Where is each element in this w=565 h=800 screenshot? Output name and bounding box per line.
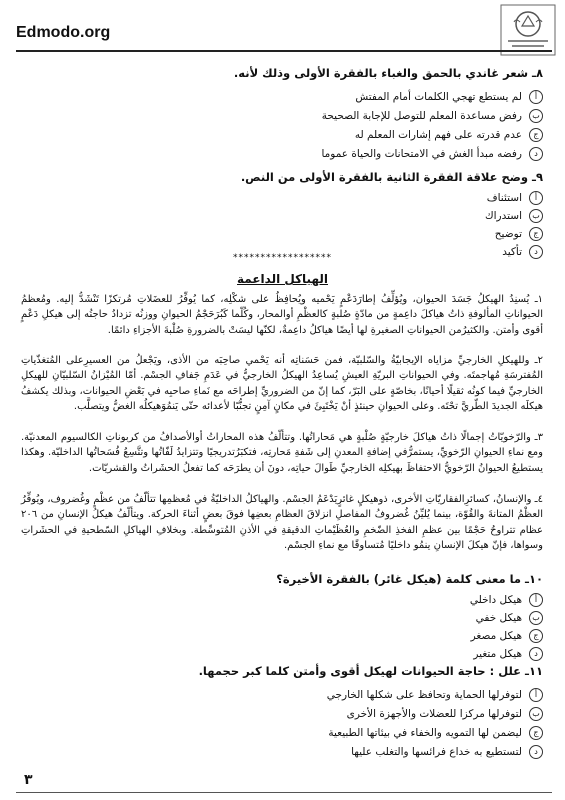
q9-option-c[interactable]	[63, 225, 543, 242]
option-letter-circle: أ	[529, 90, 543, 104]
question-9: ٩ـ وضح علاقة الفقرة الثانية بالفقرة الأولى من النص.	[240, 170, 543, 184]
q8-option-a[interactable]	[63, 88, 543, 105]
option-letter-circle: أ	[529, 191, 543, 205]
option-letter-circle: د	[529, 647, 543, 661]
q8-option-b[interactable]	[63, 107, 543, 124]
q9-option-b[interactable]	[63, 207, 543, 224]
option-letter-circle: ج	[529, 227, 543, 241]
q9-option-a[interactable]	[63, 189, 543, 206]
option-text: لتستطيع به خداع فرائسها والتغلب عليها	[351, 745, 522, 758]
option-text: ليضمن لها التمويه والخفاء في بيئاتها الطبيعية	[328, 726, 522, 739]
q11-option-d[interactable]	[63, 743, 543, 760]
option-text: لم يستطع تهجي الكلمات أمام المفتش	[355, 90, 522, 103]
header-rule	[16, 50, 552, 52]
q11-option-b[interactable]	[63, 705, 543, 722]
question-8: ٨ـ شعر غاندي بالحمق والغباء بالفقرة الأولى وذلك لأنه.	[233, 66, 543, 80]
option-text: هيكل داخلي	[469, 593, 522, 606]
option-letter-circle: ج	[529, 128, 543, 142]
passage-paragraph-4: ٤ـ والإنسانُ، كسائرِالفقاريّاتِ الأخرى، ذوهيكلٍ غائرٍيَدْعَمُ الجسْم. والهياكلُ الداخليّةُ في مُعظمِها تتألّفُ من عظْمٍ وغُضروف، ويُوفِّرُ العظْمُ المتانةَ والقُوّة، بينما يُليِّنُ غُضروفُ المفاصلِ انزلاقَ العظامِ بعضِها فوقَ بعضٍ أثناءَ الحركة. ويتألّفُ هيكلُ الإنسانِ من ٢٠٦ عظام تتراوحُ حَجْمًا بين عظمِ الفخذِ الضّخمِ والعُظَيْماتِ الدقيقةِ في الأذنِ المُتوسِّطة. وبخلافِ الهياكلِ السّطحيةِ في الحشَراتِ وسواها، فإنّ هيكلَ الإنسانِ ينمُو داخليًا مُتساوقًا مع نماءِ الجسْم.	[21, 494, 543, 552]
q10-option-c[interactable]	[63, 627, 543, 644]
option-text: عدم قدرته على فهم إشارات المعلم له	[354, 128, 522, 141]
option-letter-circle: د	[529, 745, 543, 759]
q10-option-a[interactable]	[63, 591, 543, 608]
passage-paragraph-1: ١ـ يُسنِدُ الهيكلُ جَسَدَ الحيوان، ويُؤلِّفُ إطارَدَعْمٍ يَحْميه ويُحافِظُ على شكْلِه، كما يُوفِّرُ للعضَلاتِ مُرتكزًا تَنْشَدُّ إليه. ومُعظمُ الحيواناتِ المألوفةِ ذاتُ هياكلَ داعِمةٍ من مادّةٍ صُلبةٍ كالعظْمِ أوالمحار، وكُلّما كَبُرَحَجْمُ الحيوانِ ووزنُه تزدادُ حاجتُه إلى هيكلِ دَعْمٍ أقوى وأمتن. والكثيرُمن الحيواناتِ الصغيرةِ لها أيضًا هياكلُ داعِمةٌ، لكنّها ليسَتْ بالضرورةِ صُلْبةَ الأجزاءِ دائمًا.	[21, 294, 543, 336]
option-text: لتوفرلها الحماية وتحافظ على شكلها الخارجي	[326, 688, 522, 701]
option-letter-circle: ج	[529, 726, 543, 740]
option-text: هيكل مصغر	[470, 629, 522, 642]
option-text: توضيح	[494, 227, 522, 240]
option-text: استدراك	[484, 209, 522, 222]
option-letter-circle: أ	[529, 688, 543, 702]
option-text: استئناف	[486, 191, 522, 204]
site-name: Edmodo.org	[16, 24, 111, 41]
option-letter-circle: ب	[529, 109, 543, 123]
option-text: هيكل متغير	[473, 647, 522, 660]
footer-rule	[16, 792, 552, 793]
section-separator: ******************	[233, 253, 332, 263]
option-letter-circle: ج	[529, 629, 543, 643]
option-letter-circle: د	[529, 147, 543, 161]
page-header	[0, 0, 565, 58]
option-letter-circle: ب	[529, 707, 543, 721]
option-text: هيكل خفي	[475, 611, 522, 624]
option-text: رفض مساعدة المعلم للتوصل للإجابة الصحيحة	[321, 109, 522, 122]
option-letter-circle: ب	[529, 611, 543, 625]
option-text: رفضه مبدأ الغش في الامتحانات والحياة عموما	[321, 147, 522, 160]
passage-title: الهياكل الداعمة	[237, 272, 328, 286]
q11-option-c[interactable]	[63, 724, 543, 741]
page-number: ٣	[24, 772, 33, 788]
passage-paragraph-3: ٣ـ والرّخويّاتُ إجمالًا ذاتُ هياكلَ خارجيّةٍ صُلْبةٍ هي مَحاراتُها. وتتألّفُ هذه المحاراتُ أوالأصدافُ من كربوناتِ الكالسيوم المعدنيّة. ومع نماءِ الحيوانِ الرّخويِّ، يستمرُّفي إضافةِ المعدنِ إلى شَفةِ مَحارتِه، فتكبَرُتدريجيًا وتتزايدُ لَفّاتُها وتتَّسِعُ فُسَحاتُها الداخليّة. وهكذا يستطيعُ الحيوانُ الرّخويُّ الاحتفاظَ بهيكلِه الخارجيِّ طَوالَ حياتِه، دونَ أن يطرَحَه كما تفعلُ الحشَراتُ والقشريّات.	[21, 432, 543, 474]
option-letter-circle: أ	[529, 593, 543, 607]
question-10: ١٠ـ ما معنى كلمة (هيكل غائر) بالفقرة الأخيرة؟	[276, 572, 543, 586]
question-11: ١١ـ علل : حاجة الحيوانات لهيكل أقوى وأمتن كلما كبر حجمها.	[198, 664, 543, 678]
q10-option-b[interactable]	[63, 609, 543, 626]
q10-option-d[interactable]	[63, 645, 543, 662]
option-text: تأكيد	[502, 245, 522, 258]
option-letter-circle: ب	[529, 209, 543, 223]
q8-option-c[interactable]	[63, 126, 543, 143]
ministry-emblem-icon	[500, 4, 556, 56]
q8-option-d[interactable]	[63, 145, 543, 162]
passage-paragraph-2: ٢ـ وللهيكلِ الخارجيِّ مزاياه الإيجابيّةُ والسّلبيّة، فمن حَسَناتِه أنه يَحْمي صاحِبَه من الأذى، ويَجْعلُ من العسيرِعلى المُتغذّياتِ المُفترسَةِ مُهاجمتَه. وفي الحيواناتِ البريّةِ العيشِ يُساعِدُ الهيكلُ الخارجيُّ في عَدَمِ جَفافِ الجسْم. أمّا المُيْزانُ السّلبيّانِ للهيكلِ الخارجيِّ فيما كونُه ثقيلًا أحيانًا، بخاصّةٍ على البَرّ، كما إنّ من الضروريِّ إطراحَه مع نَماءِ صاحبِه في بَعْضِ الحيوانات، وبذلك يكشفُ هيكلَه الجديدَ الطّريَّ تحْتَه. وعلى الحيوانِ حينئذٍ أنْ يَخْتَبِئَ في مكانٍ آمِنٍ تجنُّبًا لأعدائه حتّى يَنمُوَهيكلُه الغضُّ ويتصلَّب.	[21, 355, 543, 413]
option-letter-circle: د	[529, 245, 543, 259]
q11-option-a[interactable]	[63, 686, 543, 703]
option-text: لتوفرلها مركزا للعضلات والأجهزة الأخرى	[346, 707, 522, 720]
